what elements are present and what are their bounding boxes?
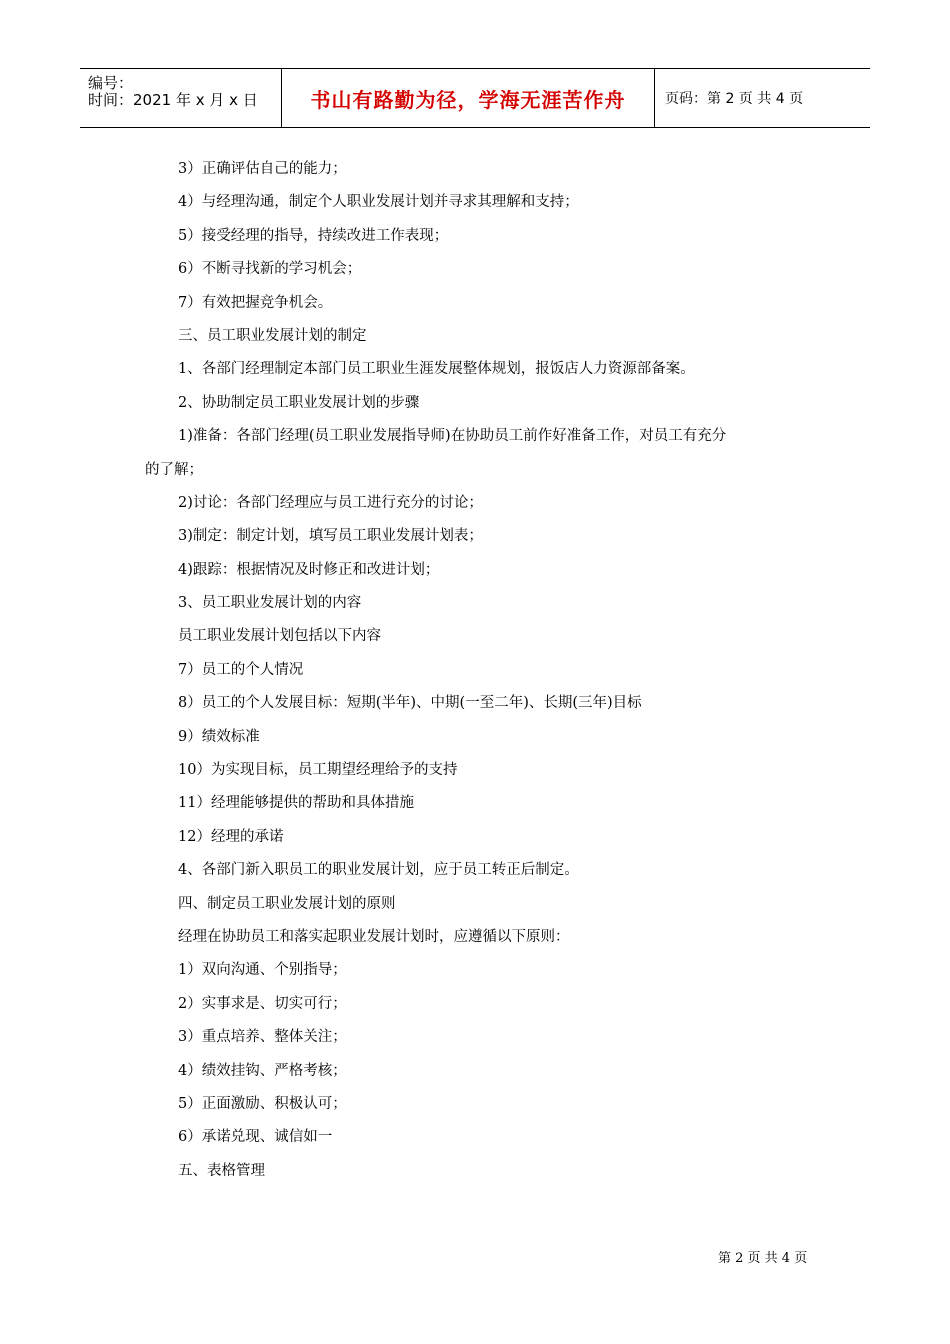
body-line: 5）正面激励、积极认可； — [178, 1095, 347, 1112]
header-meta — [80, 69, 281, 127]
body-line: 1、各部门经理制定本部门员工职业生涯发展整体规划，报饭店人力资源部备案。 — [178, 361, 695, 378]
document-time-label: 时间：2021 年 x 月 x 日 — [88, 91, 258, 109]
body-line: 6）承诺兑现、诚信如一 — [178, 1129, 333, 1146]
page-footer: 第 2 页 共 4 页 — [718, 1251, 808, 1266]
page-header — [80, 68, 870, 128]
body-line: 8）员工的个人发展目标：短期(半年)、中期(一至二年)、长期(三年)目标 — [178, 695, 642, 712]
body-line: 1)准备：各部门经理(员工职业发展指导师)在协助员工前作好准备工作，对员工有充分 — [178, 428, 727, 445]
body-line: 5）接受经理的指导，持续改进工作表现； — [178, 227, 449, 244]
body-line: 9）绩效标准 — [178, 728, 260, 745]
section-heading: 四、制定员工职业发展计划的原则 — [178, 895, 396, 912]
header-motto: 书山有路勤为径，学海无涯苦作舟 — [281, 69, 655, 127]
body-line-continuation: 的了解； — [145, 461, 203, 478]
body-line: 6）不断寻找新的学习机会； — [178, 261, 362, 278]
body-line: 4)跟踪：根据情况及时修正和改进计划； — [178, 561, 440, 578]
subsection-heading: 2、协助制定员工职业发展计划的步骤 — [178, 394, 420, 411]
document-number-label: 编号： — [88, 74, 134, 92]
section-heading: 三、员工职业发展计划的制定 — [178, 327, 367, 344]
body-line: 10）为实现目标，员工期望经理给予的支持 — [178, 762, 458, 779]
body-line: 4）绩效挂钩、严格考核； — [178, 1062, 347, 1079]
body-line: 1）双向沟通、个别指导； — [178, 962, 347, 979]
body-line: 11）经理能够提供的帮助和具体措施 — [178, 795, 414, 812]
body-line: 7）员工的个人情况 — [178, 661, 304, 678]
section-heading: 五、表格管理 — [178, 1162, 265, 1179]
body-line: 员工职业发展计划包括以下内容 — [178, 628, 381, 645]
body-line: 3）重点培养、整体关注； — [178, 1029, 347, 1046]
header-page-code: 页码：第 2 页 共 4 页 — [665, 91, 804, 107]
body-line: 3)制定：制定计划，填写员工职业发展计划表； — [178, 528, 483, 545]
body-line: 经理在协助员工和落实起职业发展计划时，应遵循以下原则： — [178, 928, 570, 945]
body-line: 3）正确评估自己的能力； — [178, 161, 347, 177]
document-body — [145, 153, 825, 1188]
body-line: 12）经理的承诺 — [178, 828, 284, 845]
body-line: 7）有效把握竞争机会。 — [178, 294, 333, 311]
body-line: 2）实事求是、切实可行； — [178, 995, 347, 1012]
subsection-heading: 3、员工职业发展计划的内容 — [178, 595, 362, 612]
body-line: 4、各部门新入职员工的职业发展计划，应于员工转正后制定。 — [178, 862, 579, 879]
body-line: 4）与经理沟通，制定个人职业发展计划并寻求其理解和支持； — [178, 194, 579, 211]
body-line: 2)讨论：各部门经理应与员工进行充分的讨论； — [178, 494, 483, 511]
